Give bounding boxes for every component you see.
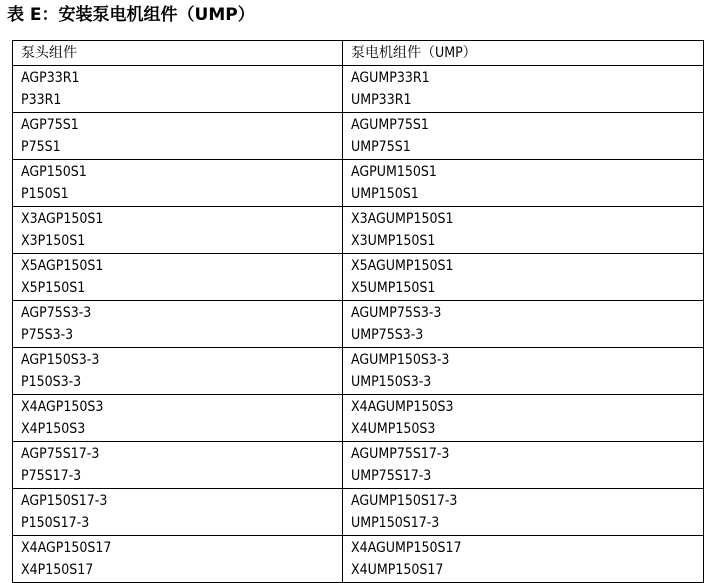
pump-part-number: AGP150S1 [21,164,87,180]
pump-assembly-cell [13,207,343,254]
motor-assembly-cell [343,301,704,348]
table-row [13,66,704,113]
table-row [13,489,704,536]
motor-part-number: X4UMP150S17 [351,562,444,578]
pump-part-number: P150S3-3 [21,374,82,390]
pump-assembly-cell [13,254,343,301]
pump-part-number: P75S17-3 [21,468,82,484]
table-row [13,395,704,442]
pump-assembly-cell [13,395,343,442]
motor-assembly-cell [343,536,704,583]
pump-assembly-cell [13,66,343,113]
table-row [13,442,704,489]
pump-assembly-cell [13,489,343,536]
pump-part-number: AGP150S17-3 [21,493,108,509]
motor-assembly-cell [343,207,704,254]
pump-part-number: P150S17-3 [21,515,90,531]
motor-part-number: UMP75S17-3 [351,468,432,484]
pump-assembly-cell [13,160,343,207]
pump-part-number: P150S1 [21,186,69,202]
table-header-row [13,41,704,66]
header-motor-assembly: 泵电机组件（UMP） [343,41,704,66]
motor-assembly-cell [343,348,704,395]
pump-assembly-cell [13,301,343,348]
table-row [13,207,704,254]
pump-part-number: AGP150S3-3 [21,352,100,368]
pump-part-number: X5AGP150S1 [21,258,104,274]
pump-part-number: P33R1 [21,92,62,108]
motor-part-number: AGPUM150S1 [351,164,437,180]
motor-part-number: X3AGUMP150S1 [351,211,454,227]
table-body [13,66,704,583]
motor-assembly-cell [343,395,704,442]
pump-part-number: X4P150S17 [21,562,94,578]
motor-part-number: UMP150S1 [351,186,419,202]
motor-part-number: UMP75S3-3 [351,327,424,343]
pump-assembly-cell [13,536,343,583]
table-row [13,348,704,395]
motor-part-number: X4AGUMP150S17 [351,540,462,556]
table-row [13,113,704,160]
motor-part-number: AGUMP75S3-3 [351,305,442,321]
pump-part-number: X4AGP150S3 [21,399,104,415]
motor-assembly-cell [343,254,704,301]
motor-assembly-cell [343,160,704,207]
motor-part-number: AGUMP150S3-3 [351,352,450,368]
pump-part-number: X3P150S1 [21,233,86,249]
motor-part-number: X4AGUMP150S3 [351,399,454,415]
pump-assembly-cell [13,113,343,160]
table-row [13,536,704,583]
motor-part-number: UMP150S17-3 [351,515,440,531]
pump-part-number: AGP75S1 [21,117,79,133]
motor-part-number: AGUMP75S1 [351,117,429,133]
motor-part-number: UMP150S3-3 [351,374,432,390]
header-pump-assembly: 泵头组件 [13,41,343,66]
motor-assembly-cell [343,66,704,113]
parts-table [12,40,704,583]
pump-part-number: AGP75S3-3 [21,305,92,321]
motor-part-number: X4UMP150S3 [351,421,436,437]
table-row [13,301,704,348]
pump-part-number: P75S1 [21,139,61,155]
pump-part-number: AGP33R1 [21,70,80,86]
table-row [13,254,704,301]
table-title: 表 E：安装泵电机组件（UMP） [7,5,255,25]
motor-part-number: AGUMP33R1 [351,70,430,86]
motor-part-number: X5AGUMP150S1 [351,258,454,274]
motor-assembly-cell [343,442,704,489]
pump-part-number: X5P150S1 [21,280,86,296]
pump-assembly-cell [13,348,343,395]
pump-assembly-cell [13,442,343,489]
motor-part-number: UMP75S1 [351,139,411,155]
motor-part-number: X5UMP150S1 [351,280,436,296]
pump-part-number: X3AGP150S1 [21,211,104,227]
motor-part-number: AGUMP75S17-3 [351,446,450,462]
motor-assembly-cell [343,113,704,160]
pump-part-number: X4AGP150S17 [21,540,112,556]
motor-assembly-cell [343,489,704,536]
pump-part-number: AGP75S17-3 [21,446,100,462]
motor-part-number: UMP33R1 [351,92,412,108]
motor-part-number: X3UMP150S1 [351,233,436,249]
pump-part-number: P75S3-3 [21,327,74,343]
table-row [13,160,704,207]
pump-part-number: X4P150S3 [21,421,86,437]
motor-part-number: AGUMP150S17-3 [351,493,458,509]
